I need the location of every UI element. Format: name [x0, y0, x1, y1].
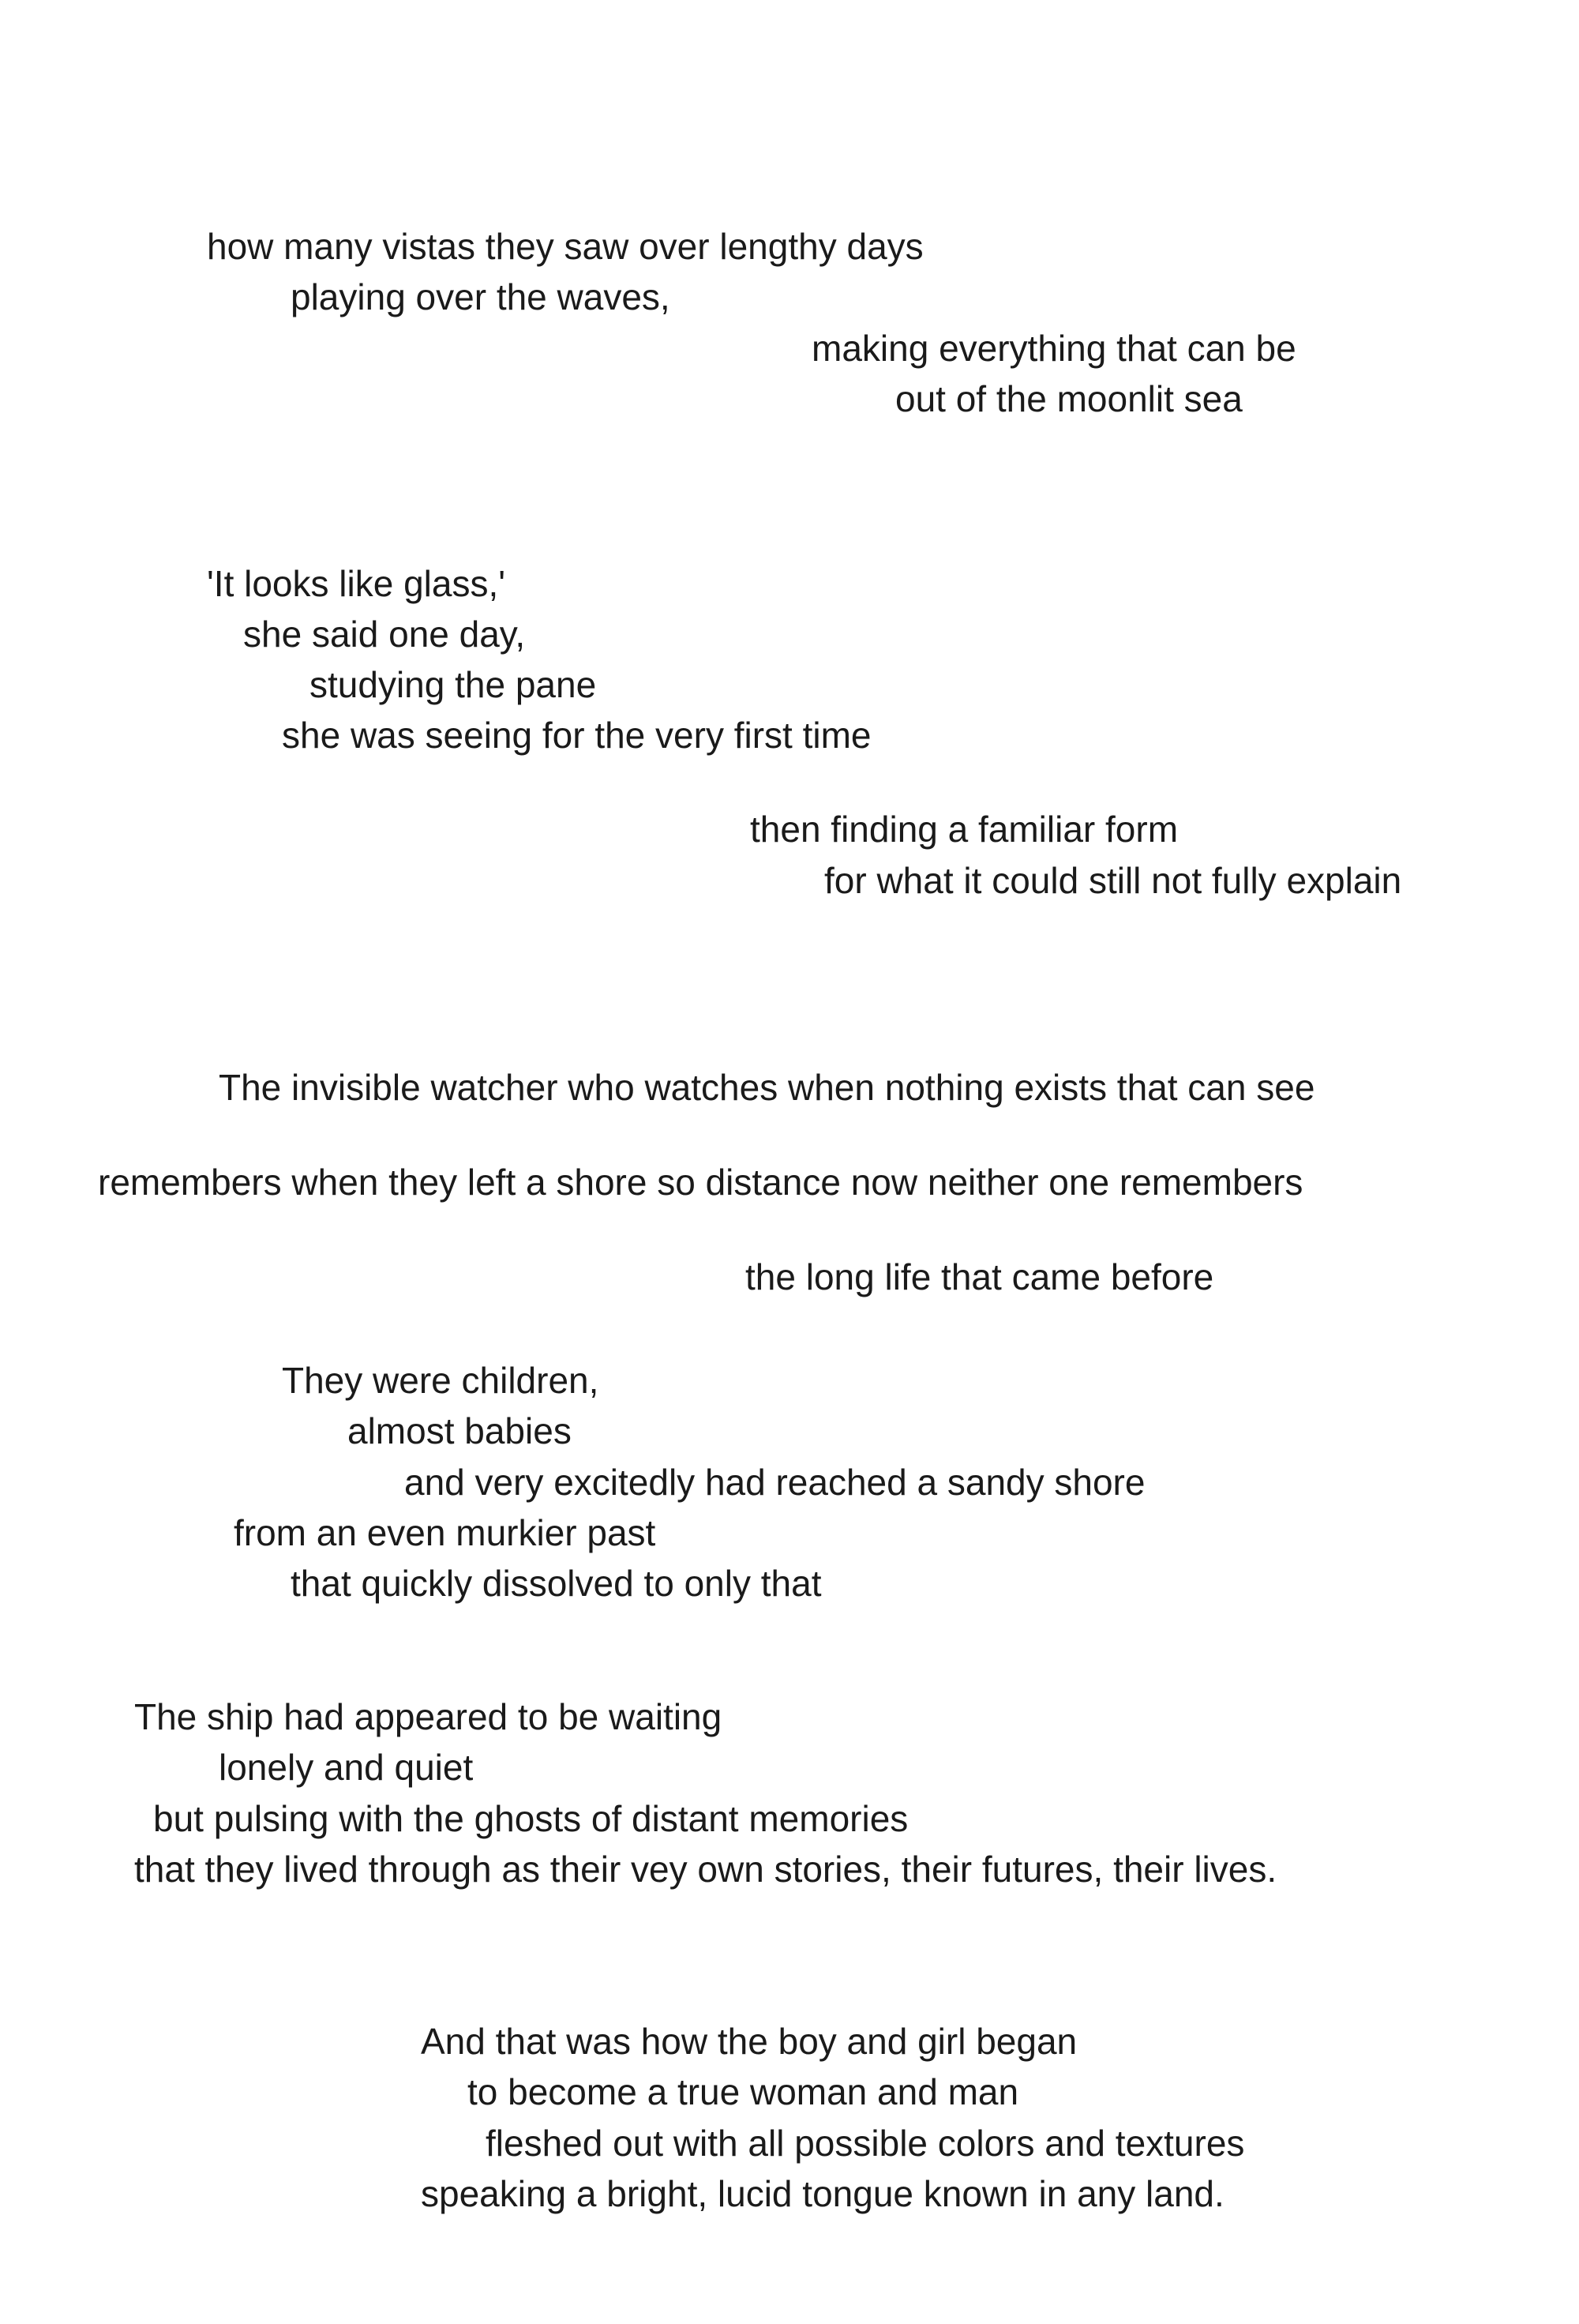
- poem-line: and very excitedly had reached a sandy shore: [404, 1462, 1146, 1503]
- poem-line: studying the pane: [309, 664, 597, 705]
- poem-line: They were children,: [282, 1360, 599, 1401]
- poem-line: The invisible watcher who watches when nothing exists that can see: [219, 1067, 1315, 1108]
- poem-line: 'It looks like glass,': [207, 563, 506, 604]
- poem-line: fleshed out with all possible colors and textures: [486, 2123, 1245, 2164]
- poem-line: to become a true woman and man: [467, 2071, 1019, 2112]
- poem-line: And that was how the boy and girl began: [421, 2021, 1078, 2062]
- poem-line: she said one day,: [243, 614, 526, 655]
- poem-line: speaking a bright, lucid tongue known in any land.: [421, 2173, 1225, 2214]
- poem-line: making everything that can be: [812, 328, 1296, 369]
- poem-line: remembers when they left a shore so distance now neither one remembers: [98, 1162, 1303, 1203]
- poem-line: but pulsing with the ghosts of distant memories: [153, 1798, 909, 1839]
- poem-line: from an even murkier past: [234, 1512, 656, 1553]
- poem-line: how many vistas they saw over lengthy days: [207, 226, 924, 267]
- poem-line: lonely and quiet: [219, 1747, 474, 1788]
- poem-line: for what it could still not fully explain: [824, 860, 1402, 901]
- poem-line: then finding a familiar form: [750, 809, 1179, 850]
- poem-line: out of the moonlit sea: [895, 378, 1243, 419]
- poem-line: that they lived through as their vey own stories, their futures, their lives.: [134, 1849, 1277, 1890]
- poem-line: playing over the waves,: [291, 276, 670, 317]
- poem-line: she was seeing for the very first time: [282, 715, 872, 756]
- poem-line: that quickly dissolved to only that: [291, 1563, 822, 1604]
- poem-line: almost babies: [347, 1410, 572, 1451]
- poem-line: the long life that came before: [745, 1256, 1214, 1297]
- poem-line: The ship had appeared to be waiting: [134, 1696, 722, 1737]
